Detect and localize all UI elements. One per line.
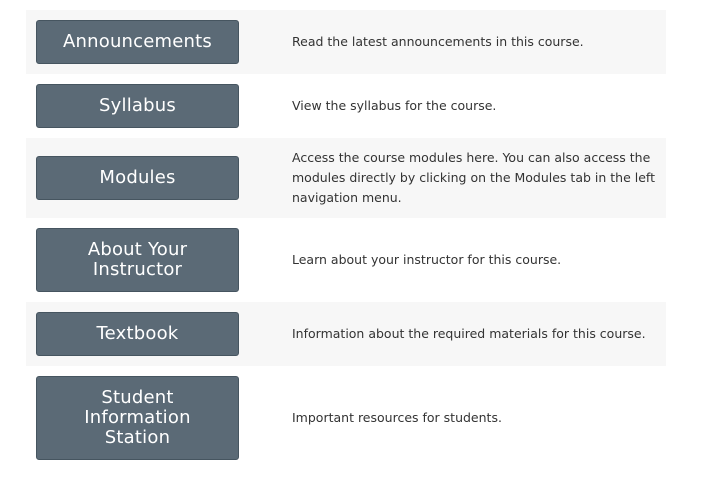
nav-row-syllabus: [26, 74, 666, 138]
about-instructor-description: Learn about your instructor for this course.: [292, 252, 562, 267]
syllabus-button[interactable]: Syllabus: [36, 84, 239, 128]
nav-row-student-info: [26, 366, 666, 470]
student-info-button[interactable]: Student Information Station: [36, 376, 239, 460]
student-info-description: Important resources for students.: [292, 410, 502, 425]
nav-row-modules: [26, 138, 666, 218]
modules-button[interactable]: Modules: [36, 156, 239, 200]
announcements-button[interactable]: Announcements: [36, 20, 239, 64]
nav-row-announcements: [26, 10, 666, 74]
modules-description: Access the course modules here. You can also access the modules directly by clicking on the Modules tab in the left navigation menu.: [292, 150, 655, 205]
textbook-button[interactable]: Textbook: [36, 312, 239, 356]
course-navigation-table: [26, 10, 666, 470]
textbook-description: Information about the required materials for this course.: [292, 326, 646, 341]
nav-row-textbook: [26, 302, 666, 366]
syllabus-description: View the syllabus for the course.: [292, 98, 497, 113]
nav-row-about-instructor: [26, 218, 666, 302]
announcements-description: Read the latest announcements in this course.: [292, 34, 584, 49]
about-instructor-button[interactable]: About Your Instructor: [36, 228, 239, 292]
